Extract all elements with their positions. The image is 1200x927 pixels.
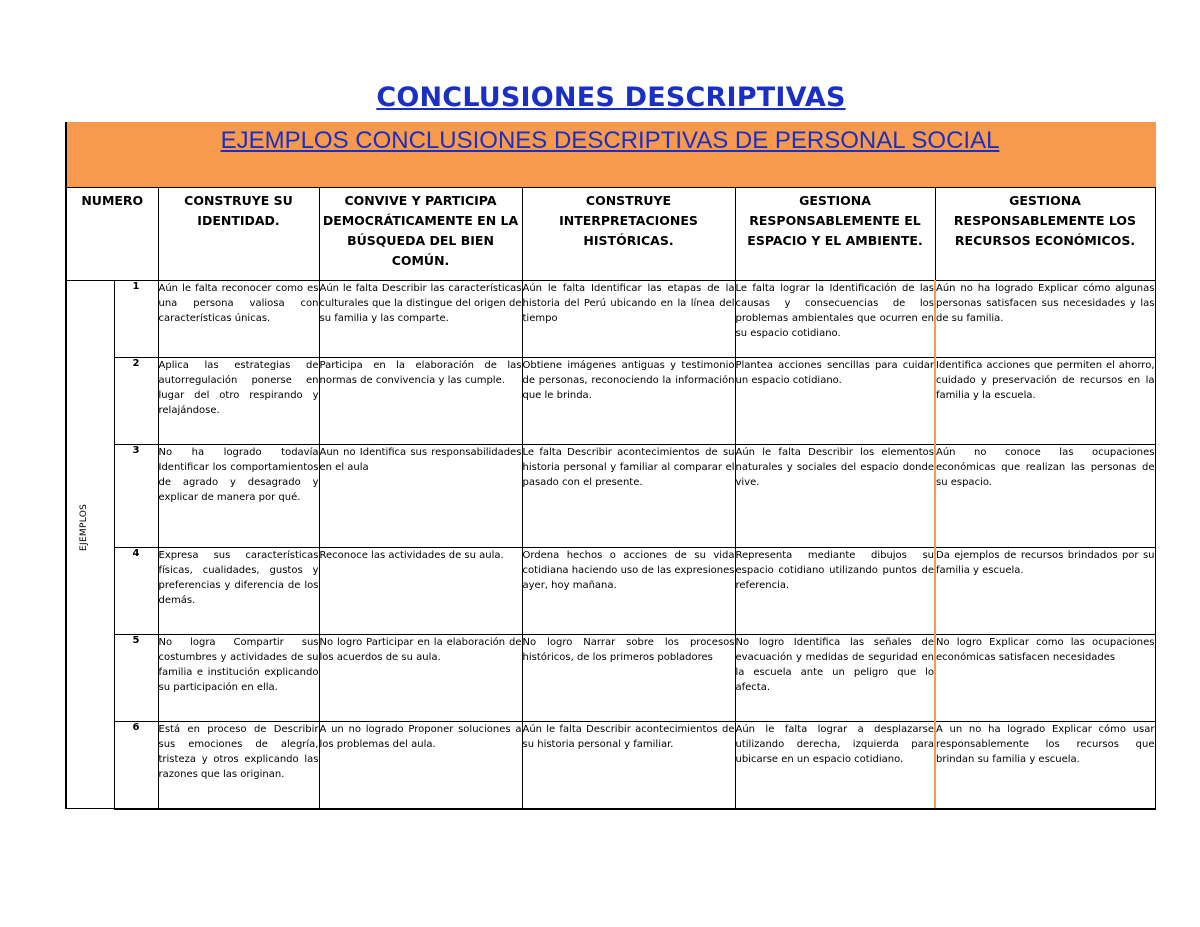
table-row	[66, 358, 1155, 445]
cell-convive: Participa en la elaboración de las normas de convivencia y las cumple.	[319, 358, 522, 445]
cell-recursos: Da ejemplos de recursos brindados por su familia y escuela.	[935, 548, 1155, 635]
cell-identidad: Aplica las estrategias de autorregulación ponerse en lugar del otro respirando y relajándose.	[158, 358, 319, 445]
cell-ambiente: Plantea acciones sencillas para cuidar un espacio cotidiano.	[735, 358, 935, 445]
cell-convive: Reconoce las actividades de su aula.	[319, 548, 522, 635]
cell-historicas: Le falta Describir acontecimientos de su historia personal y familiar al comparar el pasado con el presente.	[522, 445, 735, 548]
cell-recursos: Identifica acciones que permiten el ahorro, cuidado y preservación de recursos en la familia y la escuela.	[935, 358, 1155, 445]
header-convive-participa: CONVIVE Y PARTICIPA DEMOCRÁTICAMENTE EN LA BÚSQUEDA DEL BIEN COMÚN.	[319, 188, 522, 281]
page-subtitle: EJEMPLOS CONCLUSIONES DESCRIPTIVAS DE PERSONAL SOCIAL	[220, 127, 1000, 154]
table-row	[66, 281, 1155, 358]
cell-recursos: A un no ha logrado Explicar cómo usar responsablemente los recursos que brindan su familia y escuela.	[935, 722, 1155, 809]
cell-convive: Aún le falta Describir las características culturales que la distingue del origen de su familia y las comparte.	[319, 281, 522, 358]
header-row	[66, 188, 1155, 281]
row-number: 4	[114, 548, 158, 635]
cell-historicas: Aún le falta Describir acontecimientos de su historia personal y familiar.	[522, 722, 735, 809]
header-espacio-ambiente: GESTIONA RESPONSABLEMENTE EL ESPACIO Y EL AMBIENTE.	[735, 188, 935, 281]
conclusions-table	[65, 187, 1156, 810]
row-number: 6	[114, 722, 158, 809]
cell-historicas: Aún le falta Identificar las etapas de la historia del Perú ubicando en la línea del tiempo	[522, 281, 735, 358]
table-row	[66, 445, 1155, 548]
table-row	[66, 635, 1155, 722]
cell-convive: Aun no Identifica sus responsabilidades en el aula	[319, 445, 522, 548]
cell-recursos: Aún no conoce las ocupaciones económicas que realizan las personas de su espacio.	[935, 445, 1155, 548]
cell-historicas: Obtiene imágenes antiguas y testimonio de personas, reconociendo la información que le brinda.	[522, 358, 735, 445]
page-title: CONCLUSIONES DESCRIPTIVAS	[376, 82, 846, 113]
cell-historicas: No logro Narrar sobre los procesos históricos, de los primeros pobladores	[522, 635, 735, 722]
row-number: 3	[114, 445, 158, 548]
cell-identidad: Expresa sus características físicas, cualidades, gustos y preferencias y diferencia de los demás.	[158, 548, 319, 635]
cell-ambiente: Aún le falta Describir los elementos naturales y sociales del espacio donde vive.	[735, 445, 935, 548]
cell-historicas: Ordena hechos o acciones de su vida cotidiana haciendo uso de las expresiones ayer, hoy mañana.	[522, 548, 735, 635]
cell-ambiente: Representa mediante dibujos su espacio cotidiano utilizando puntos de referencia.	[735, 548, 935, 635]
ejemplos-side-cell	[66, 281, 114, 809]
row-number: 1	[114, 281, 158, 358]
cell-identidad: No ha logrado todavía Identificar los comportamientos de agrado y desagrado y explicar de manera por qué.	[158, 445, 319, 548]
header-interpretaciones-historicas: CONSTRUYE INTERPRETACIONES HISTÓRICAS.	[522, 188, 735, 281]
header-numero: NUMERO	[66, 188, 158, 281]
cell-recursos: Aún no ha logrado Explicar cómo algunas personas satisfacen sus necesidades y las de su familia.	[935, 281, 1155, 358]
cell-convive: No logro Participar en la elaboración de los acuerdos de su aula.	[319, 635, 522, 722]
header-construye-identidad: CONSTRUYE SU IDENTIDAD.	[158, 188, 319, 281]
table-row	[66, 548, 1155, 635]
cell-ambiente: No logro Identifica las señales de evacuación y medidas de seguridad en la escuela ante un peligro que lo afecta.	[735, 635, 935, 722]
cell-convive: A un no logrado Proponer soluciones a los problemas del aula.	[319, 722, 522, 809]
cell-identidad: No logra Compartir sus costumbres y actividades de su familia e institución explicando su participación en ella.	[158, 635, 319, 722]
table-row	[66, 722, 1155, 809]
cell-ambiente: Aún le falta lograr a desplazarse utilizando derecha, izquierda para ubicarse en un espacio cotidiano.	[735, 722, 935, 809]
cell-ambiente: Le falta lograr la Identificación de las causas y consecuencias de los problemas ambientales que ocurren en su espacio cotidiano.	[735, 281, 935, 358]
ejemplos-label: EJEMPLOS	[79, 503, 89, 551]
row-number: 2	[114, 358, 158, 445]
row-number: 5	[114, 635, 158, 722]
cell-identidad: Está en proceso de Describir sus emociones de alegría, tristeza y otros explicando las razones que las originan.	[158, 722, 319, 809]
cell-recursos: No logro Explicar como las ocupaciones económicas satisfacen necesidades	[935, 635, 1155, 722]
cell-identidad: Aún le falta reconocer como es una persona valiosa con características únicas.	[158, 281, 319, 358]
header-recursos-economicos: GESTIONA RESPONSABLEMENTE LOS RECURSOS ECONÓMICOS.	[935, 188, 1155, 281]
